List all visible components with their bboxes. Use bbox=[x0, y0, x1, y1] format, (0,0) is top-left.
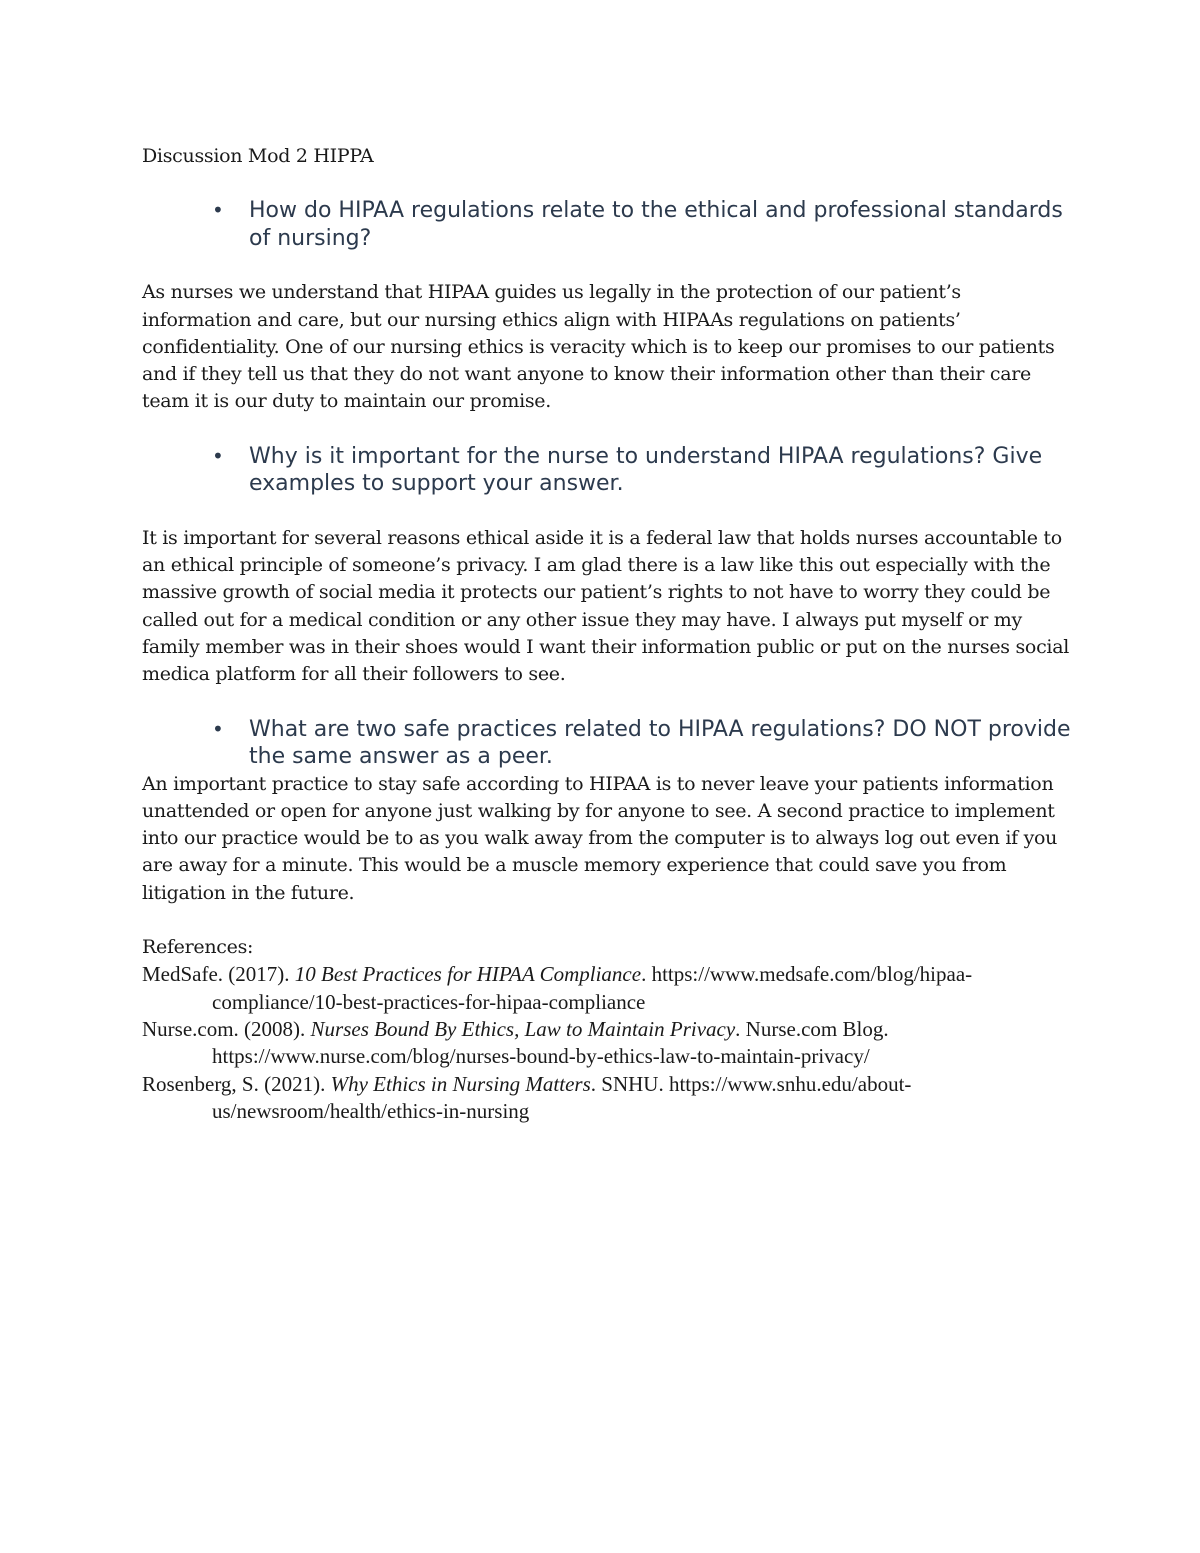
question-1 bbox=[142, 197, 1072, 252]
question-text: What are two safe practices related to HIPAA regulations? DO NOT provide the same answer as a peer. bbox=[249, 716, 1071, 770]
bullet-icon: • bbox=[212, 443, 224, 468]
document-title: Discussion Mod 2 HIPPA bbox=[142, 145, 374, 167]
reference-item: Nurse.com. (2008). Nurses Bound By Ethics, Law to Maintain Privacy. Nurse.com Blog. https://www.nurse.com/blog/nurses-bound-by-ethics-law-to-maintain-privacy/ bbox=[142, 1016, 889, 1069]
question-2 bbox=[142, 443, 1072, 498]
question-text: Why is it important for the nurse to understand HIPAA regulations? Give examples to support your answer. bbox=[249, 443, 1043, 497]
document-body bbox=[142, 143, 1072, 1125]
question-text: How do HIPAA regulations relate to the ethical and professional standards of nursing? bbox=[249, 198, 1063, 251]
bullet-icon: • bbox=[212, 198, 224, 223]
reference-item: Rosenberg, S. (2021). Why Ethics in Nursing Matters. SNHU. https://www.snhu.edu/about-us/newsroom/health/ethics-in-nursing bbox=[142, 1071, 912, 1123]
bullet-icon: • bbox=[212, 716, 224, 741]
answer-2: It is important for several reasons ethical aside it is a federal law that holds nurses accountable to an ethical principle of someone’s privacy. I am glad there is a law like this out especially with the massive growth of social media it protects our patient’s rights to not have to worry they could be called out for a medical condition or any other issue they may have. I always put myself or my family member was in their shoes would I want their information public or put on the nurses social medica platform for all their followers to see. bbox=[142, 526, 1069, 686]
reference-title: Nurses Bound By Ethics, Law to Maintain Privacy bbox=[310, 1016, 736, 1041]
answer-3: An important practice to stay safe according to HIPAA is to never leave your patients information unattended or open for anyone just walking by for anyone to see. A second practice to implement into our practice would be to as you walk away from the computer is to always log out even if you are away for a minute. This would be a muscle memory experience that could save you from litigation in the future. bbox=[142, 772, 1058, 904]
reference-title: Why Ethics in Nursing Matters bbox=[330, 1071, 591, 1096]
reference-title: 10 Best Practices for HIPAA Compliance bbox=[294, 962, 642, 987]
references-heading: References: bbox=[142, 936, 254, 959]
answer-1: As nurses we understand that HIPAA guides us legally in the protection of our patient’s information and care, but our nursing ethics align with HIPAAs regulations on patients’ confidentiality. One of our nursing ethics is veracity which is to keep our promises to our patients and if they tell us that they do not want anyone to know their information other than their care team it is our duty to maintain our promise. bbox=[142, 281, 1055, 413]
question-3 bbox=[142, 716, 1072, 771]
reference-item: MedSafe. (2017). 10 Best Practices for HIPAA Compliance. https://www.medsafe.com/blog/hipaa-compliance/10-best-practices-for-hipaa-compliance bbox=[142, 962, 973, 1014]
